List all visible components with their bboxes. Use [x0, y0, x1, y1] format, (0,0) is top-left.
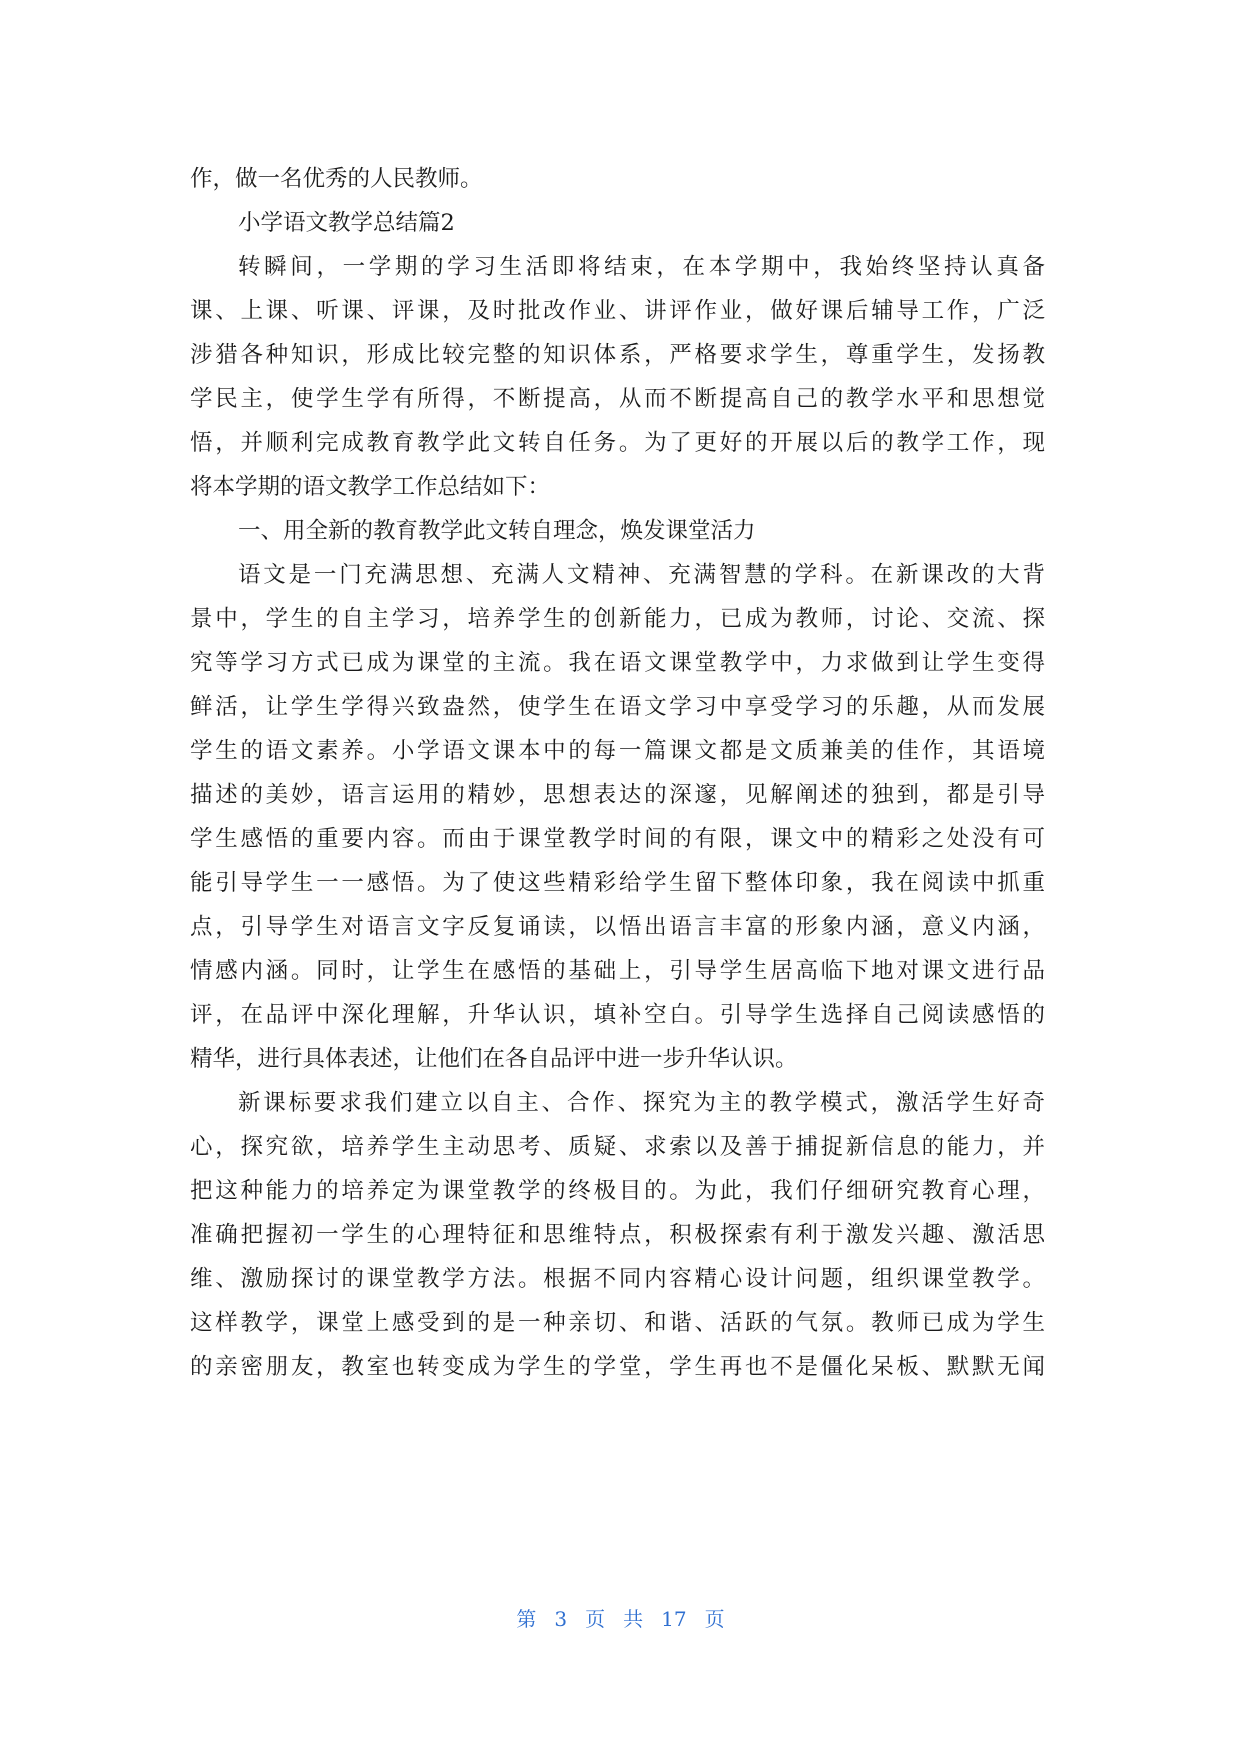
paragraph-line: 准确把握初一学生的心理特征和思维特点，积极探索有利于激发兴趣、激活思 [190, 1222, 1045, 1248]
paragraph-line: 转瞬间，一学期的学习生活即将结束，在本学期中，我始终坚持认真备 [238, 254, 1045, 280]
paragraph-line: 的亲密朋友，教室也转变成为学生的学堂，学生再也不是僵化呆板、默默无闻 [190, 1354, 1045, 1380]
paragraph-line: 评，在品评中深化理解，升华认识，填补空白。引导学生选择自己阅读感悟的 [190, 1002, 1045, 1028]
section-title: 小学语文教学总结篇2 [238, 210, 455, 236]
paragraph-line: 情感内涵。同时，让学生在感悟的基础上，引导学生居高临下地对课文进行品 [190, 958, 1045, 984]
paragraph-line: 涉猎各种知识，形成比较完整的知识体系，严格要求学生，尊重学生，发扬教 [190, 342, 1045, 368]
footer-di: 第 [516, 1607, 537, 1631]
paragraph-line: 描述的美妙，语言运用的精妙，思想表达的深邃，见解阐述的独到，都是引导 [190, 782, 1045, 808]
paragraph-line: 这样教学，课堂上感受到的是一种亲切、和谐、活跃的气氛。教师已成为学生 [190, 1310, 1045, 1336]
footer-ye-end: 页 [704, 1607, 725, 1631]
paragraph-line: 作，做一名优秀的人民教师。 [190, 166, 483, 192]
paragraph-line: 景中，学生的自主学习，培养学生的创新能力，已成为教师，讨论、交流、探 [190, 606, 1045, 632]
paragraph-line: 心，探究欲，培养学生主动思考、质疑、求索以及善于捕捉新信息的能力，并 [190, 1134, 1045, 1160]
paragraph-line: 把这种能力的培养定为课堂教学的终极目的。为此，我们仔细研究教育心理， [190, 1178, 1045, 1204]
paragraph-line: 悟，并顺利完成教育教学此文转自任务。为了更好的开展以后的教学工作，现 [190, 430, 1045, 456]
paragraph-line: 究等学习方式已成为课堂的主流。我在语文课堂教学中，力求做到让学生变得 [190, 650, 1045, 676]
paragraph-line: 鲜活，让学生学得兴致盎然，使学生在语文学习中享受学习的乐趣，从而发展 [190, 694, 1045, 720]
paragraph-line: 维、激励探讨的课堂教学方法。根据不同内容精心设计问题，组织课堂教学。 [190, 1266, 1045, 1292]
section-heading: 一、用全新的教育教学此文转自理念，焕发课堂活力 [238, 518, 756, 544]
paragraph-line: 学民主，使学生学有所得，不断提高，从而不断提高自己的教学水平和思想觉 [190, 386, 1045, 412]
paragraph-line: 点，引导学生对语言文字反复诵读，以悟出语言丰富的形象内涵，意义内涵， [190, 914, 1045, 940]
paragraph-line: 精华，进行具体表述，让他们在各自品评中进一步升华认识。 [190, 1046, 798, 1072]
footer-gong: 共 [623, 1607, 644, 1631]
paragraph-line: 能引导学生一一感悟。为了使这些精彩给学生留下整体印象，我在阅读中抓重 [190, 870, 1045, 896]
paragraph-line: 将本学期的语文教学工作总结如下： [190, 474, 551, 500]
page-footer [0, 1603, 1241, 1632]
footer-ye: 页 [585, 1607, 606, 1631]
footer-current-page: 3 [554, 1607, 568, 1631]
paragraph-line: 学生的语文素养。小学语文课本中的每一篇课文都是文质兼美的佳作，其语境 [190, 738, 1045, 764]
paragraph-line: 语文是一门充满思想、充满人文精神、充满智慧的学科。在新课改的大背 [238, 562, 1045, 588]
paragraph-line: 学生感悟的重要内容。而由于课堂教学时间的有限，课文中的精彩之处没有可 [190, 826, 1045, 852]
paragraph-line: 课、上课、听课、评课，及时批改作业、讲评作业，做好课后辅导工作，广泛 [190, 298, 1045, 324]
paragraph-line: 新课标要求我们建立以自主、合作、探究为主的教学模式，激活学生好奇 [238, 1090, 1045, 1116]
document-body [190, 157, 1045, 1389]
footer-total-pages: 17 [661, 1607, 687, 1631]
